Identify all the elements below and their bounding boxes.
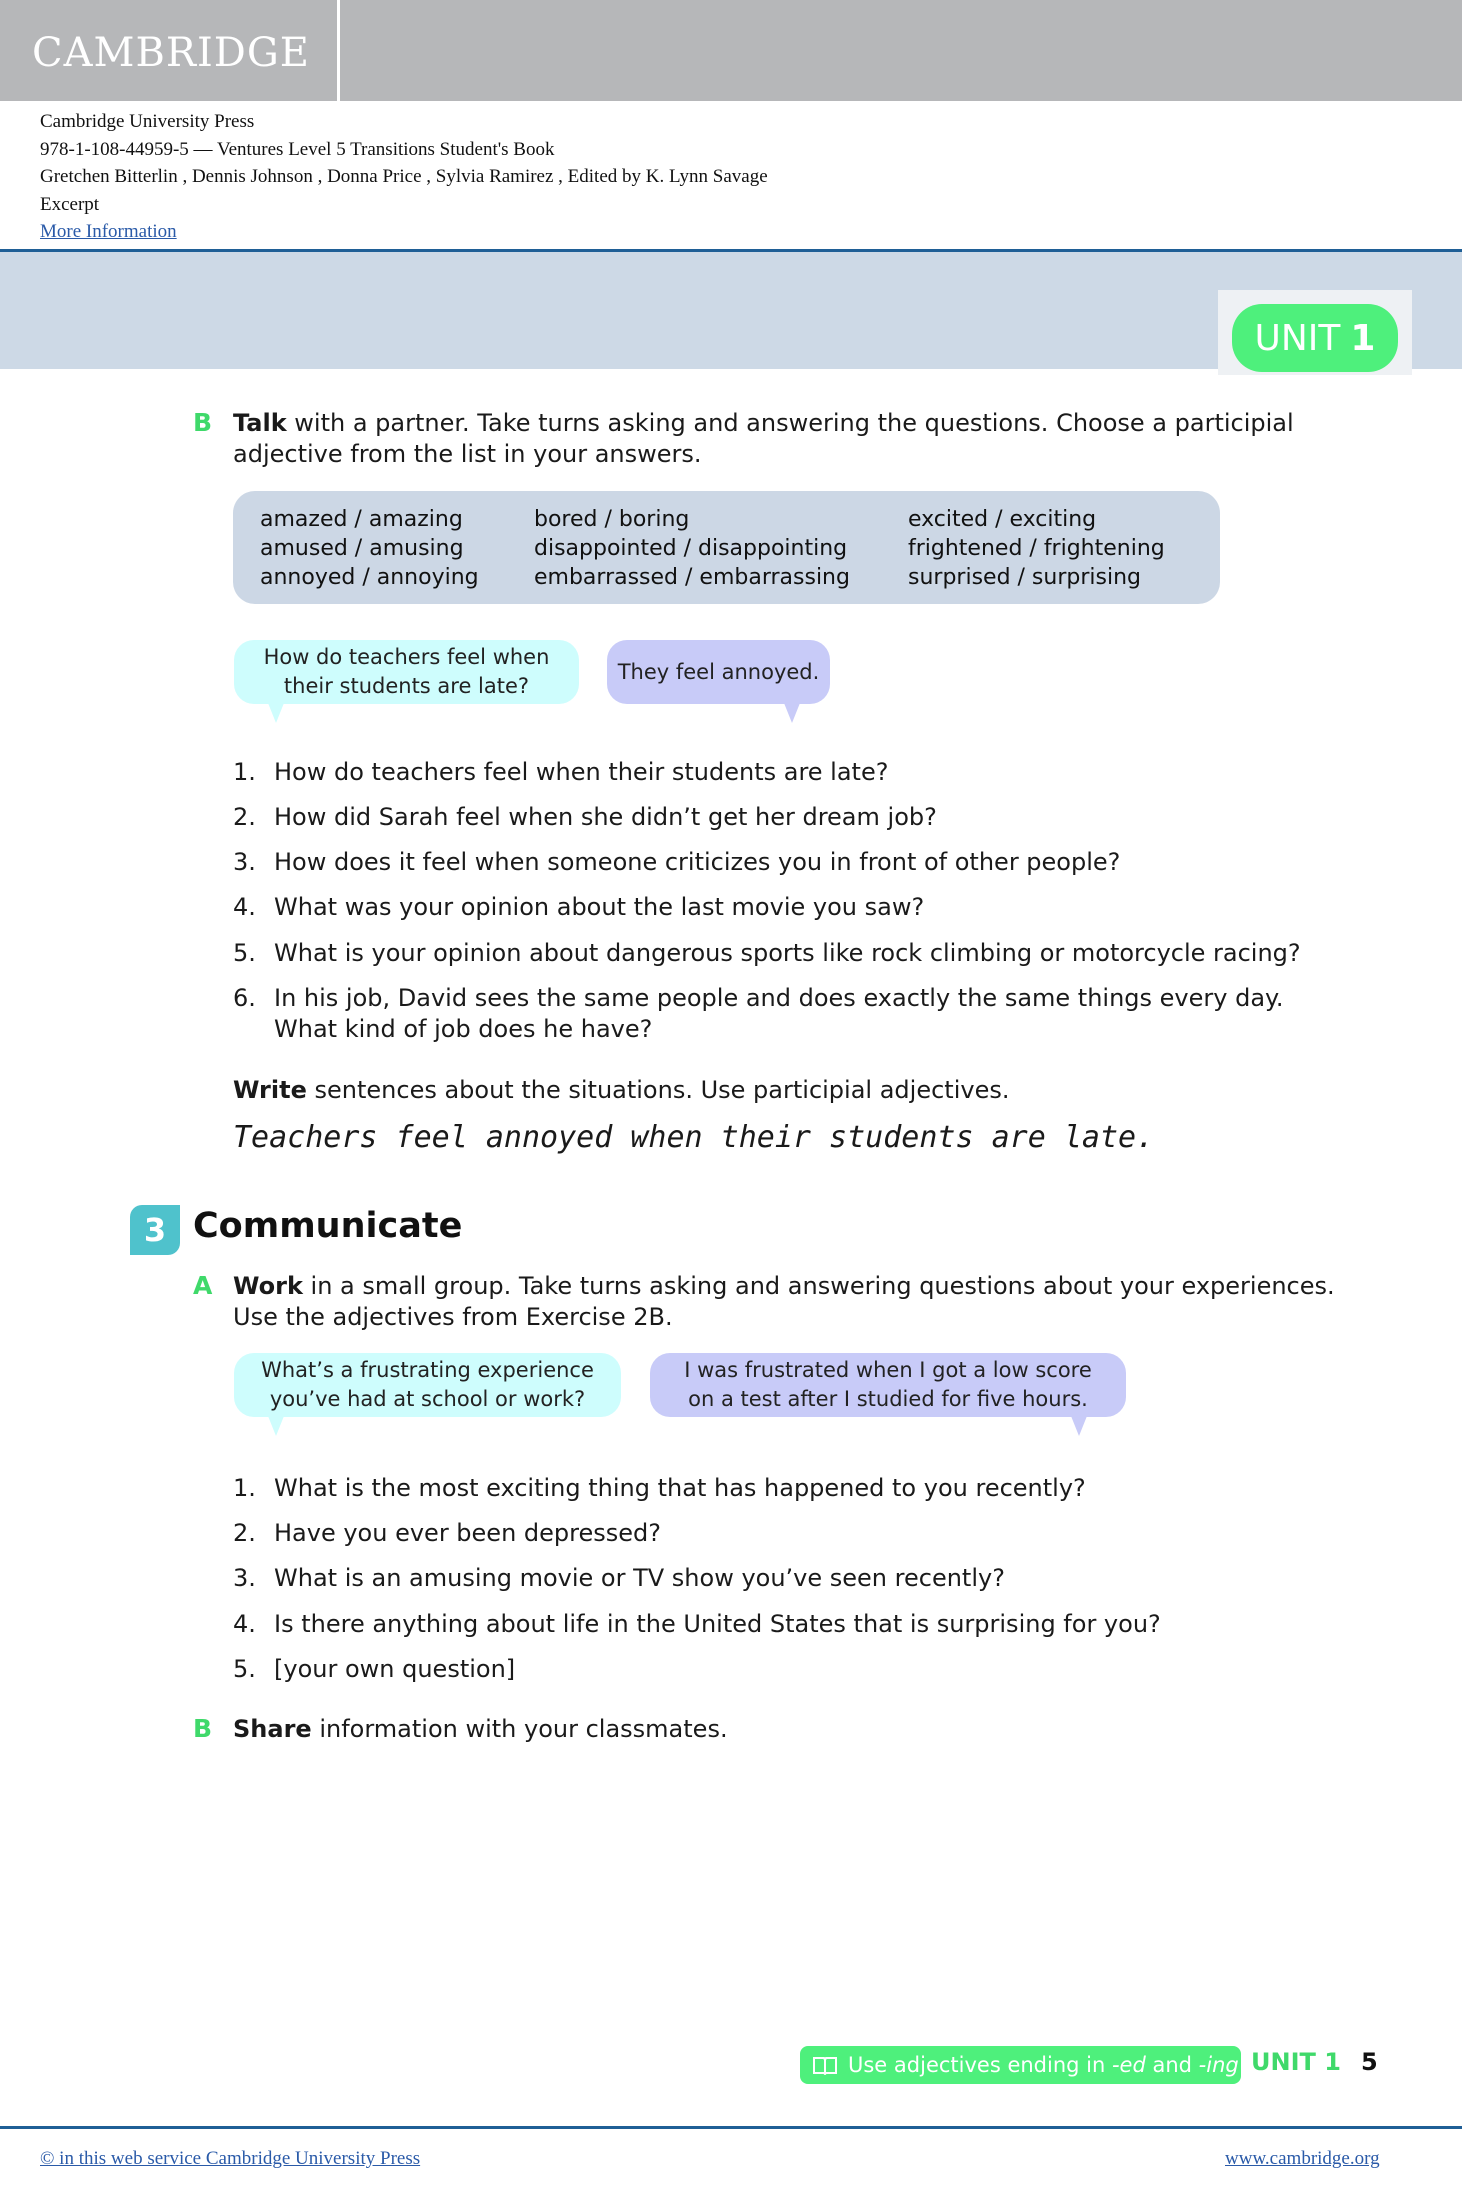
footer-unit-label: UNIT 1 bbox=[1251, 2048, 1341, 2076]
instruction-text: sentences about the situations. Use participial adjectives. bbox=[306, 1076, 1010, 1104]
item-number: 1. bbox=[233, 1474, 256, 1502]
word-pair: frightened / frightening bbox=[908, 536, 1165, 561]
bubble-tail bbox=[784, 703, 800, 723]
speech-bubble-question bbox=[234, 1353, 621, 1417]
item-text: In his job, David sees the same people and does exactly the same things every day. bbox=[274, 984, 1284, 1012]
authors: Gretchen Bitterlin , Dennis Johnson , Donna Price , Sylvia Ramirez , Edited by K. Lynn Savage bbox=[40, 166, 768, 187]
bubble-tail bbox=[268, 1416, 284, 1436]
exercise-letter-a: A bbox=[193, 1271, 213, 1300]
item-number: 2. bbox=[233, 1519, 256, 1547]
bubble-tail bbox=[1071, 1416, 1087, 1436]
item-number: 6. bbox=[233, 984, 256, 1012]
unit-number: 1 bbox=[1350, 317, 1376, 359]
bubble-tail bbox=[268, 703, 284, 723]
goal-and: and bbox=[1145, 2053, 1199, 2077]
instruction-text-2: Use the adjectives from Exercise 2B. bbox=[233, 1303, 673, 1331]
item-text: What is the most exciting thing that has happened to you recently? bbox=[274, 1474, 1086, 1502]
bubble-line: you’ve had at school or work? bbox=[269, 1387, 586, 1411]
exercise-3b-instructions bbox=[233, 1714, 728, 1745]
word-pair: excited / exciting bbox=[908, 507, 1097, 532]
more-information-link[interactable]: More Information bbox=[40, 221, 177, 242]
adjective-word-box bbox=[233, 491, 1220, 604]
example-answer-handwriting: Teachers feel annoyed when their students are late. bbox=[233, 1120, 1155, 1155]
instruction-verb: Talk bbox=[233, 409, 287, 437]
isbn-title: 978-1-108-44959-5 — Ventures Level 5 Transitions Student's Book bbox=[40, 138, 555, 160]
item-number: 3. bbox=[233, 848, 256, 876]
speech-bubble-answer bbox=[650, 1353, 1126, 1417]
item-number: 5. bbox=[233, 939, 256, 967]
item-number: 5. bbox=[233, 1655, 256, 1683]
item-number: 2. bbox=[233, 803, 256, 831]
word-column-1 bbox=[260, 505, 479, 592]
exercise-b-instructions bbox=[233, 408, 1294, 470]
cambridge-logo: CAMBRIDGE bbox=[32, 30, 310, 76]
unit-tab bbox=[1232, 304, 1398, 372]
website-link[interactable]: www.cambridge.org bbox=[1225, 2148, 1380, 2169]
item-text: How does it feel when someone criticizes you in front of other people? bbox=[274, 848, 1121, 876]
section-number-badge: 3 bbox=[130, 1205, 180, 1255]
item-number: 4. bbox=[233, 1610, 256, 1638]
bubble-line: on a test after I studied for five hours. bbox=[688, 1387, 1088, 1411]
excerpt-label: Excerpt bbox=[40, 193, 100, 215]
bubble-line: How do teachers feel when bbox=[263, 645, 550, 669]
bubble-line: their students are late? bbox=[283, 674, 530, 698]
goal-suffix-ing: -ing bbox=[1198, 2053, 1239, 2077]
item-text: Have you ever been depressed? bbox=[274, 1519, 661, 1547]
item-number: 1. bbox=[233, 758, 256, 786]
word-pair: surprised / surprising bbox=[908, 565, 1141, 590]
item-text: How did Sarah feel when she didn’t get her dream job? bbox=[274, 803, 937, 831]
book-metadata bbox=[40, 108, 768, 246]
exercise-letter-b: B bbox=[193, 408, 213, 437]
footer-rule bbox=[0, 2126, 1462, 2129]
word-pair: annoyed / annoying bbox=[260, 565, 479, 590]
write-task bbox=[233, 1075, 1009, 1106]
lesson-goal-text bbox=[848, 2053, 1239, 2077]
publisher: Cambridge University Press bbox=[40, 111, 255, 132]
copyright-link[interactable]: © in this web service Cambridge University Press bbox=[40, 2148, 421, 2169]
instruction-verb: Write bbox=[233, 1076, 307, 1104]
goal-suffix-ed: -ed bbox=[1111, 2053, 1146, 2077]
speech-bubble-answer: They feel annoyed. bbox=[607, 640, 830, 704]
instruction-verb: Work bbox=[233, 1272, 303, 1300]
instruction-text: in a small group. Take turns asking and answering questions about your experiences. bbox=[302, 1272, 1335, 1300]
item-number: 3. bbox=[233, 1564, 256, 1592]
goal-prefix: Use adjectives ending in bbox=[848, 2053, 1112, 2077]
item-number: 4. bbox=[233, 893, 256, 921]
instruction-text: information with your classmates. bbox=[311, 1715, 728, 1743]
book-icon bbox=[812, 2055, 838, 2075]
item-text: What is your opinion about dangerous sports like rock climbing or motorcycle racing? bbox=[274, 939, 1301, 967]
bubble-line: I was frustrated when I got a low score bbox=[684, 1358, 1092, 1382]
item-text: [your own question] bbox=[274, 1655, 516, 1683]
item-text: Is there anything about life in the United States that is surprising for you? bbox=[274, 1610, 1161, 1638]
page-number: 5 bbox=[1361, 2048, 1378, 2076]
unit-word: UNIT bbox=[1254, 317, 1341, 359]
word-column-3 bbox=[908, 505, 1165, 592]
instruction-text: with a partner. Take turns asking and answering the questions. Choose a participial bbox=[286, 409, 1294, 437]
item-text: What kind of job does he have? bbox=[274, 1015, 653, 1043]
item-text: What was your opinion about the last movie you saw? bbox=[274, 893, 925, 921]
word-pair: bored / boring bbox=[534, 507, 690, 532]
instruction-verb: Share bbox=[233, 1715, 312, 1743]
word-column-2 bbox=[534, 505, 850, 592]
exercise-3a-instructions bbox=[233, 1271, 1335, 1333]
word-pair: amazed / amazing bbox=[260, 507, 463, 532]
section-title: Communicate bbox=[193, 1206, 463, 1246]
speech-bubble-question bbox=[234, 640, 579, 704]
bubble-line: What’s a frustrating experience bbox=[261, 1358, 594, 1382]
instruction-text-2: adjective from the list in your answers. bbox=[233, 440, 702, 468]
word-pair: amused / amusing bbox=[260, 536, 464, 561]
exercise-letter-b-share: B bbox=[193, 1714, 213, 1743]
lesson-goal-tag bbox=[800, 2046, 1241, 2084]
word-pair: embarrassed / embarrassing bbox=[534, 565, 850, 590]
item-text: How do teachers feel when their students are late? bbox=[274, 758, 889, 786]
item-text: What is an amusing movie or TV show you’ve seen recently? bbox=[274, 1564, 1005, 1592]
word-pair: disappointed / disappointing bbox=[534, 536, 848, 561]
